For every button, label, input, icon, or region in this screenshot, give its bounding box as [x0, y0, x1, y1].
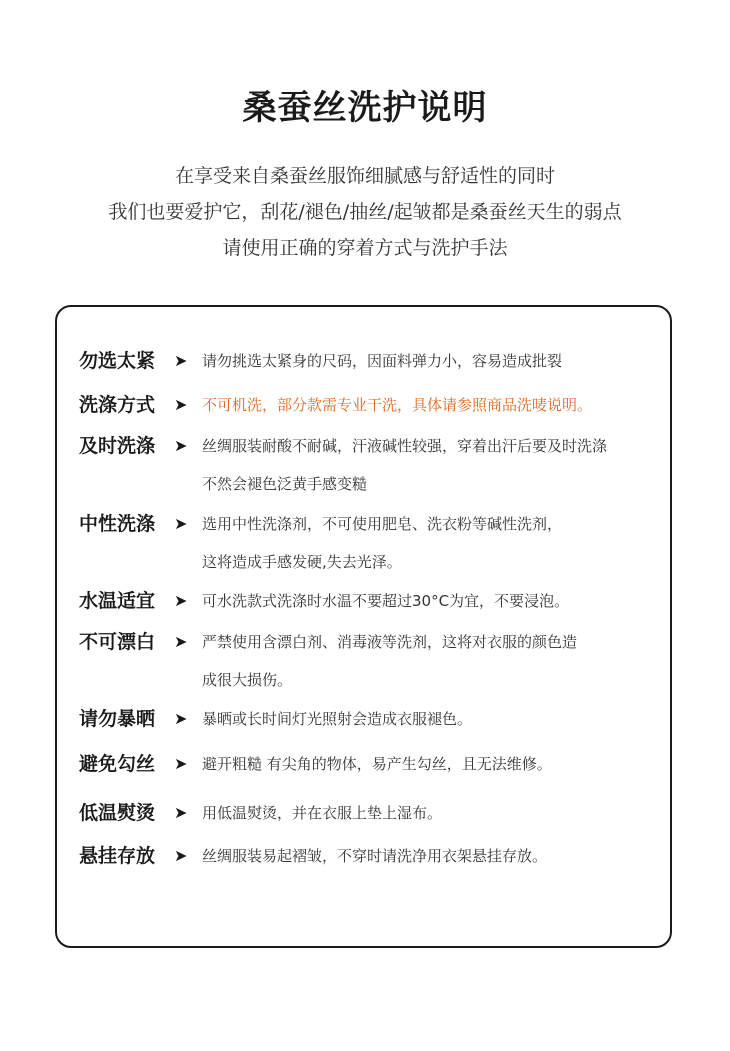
description-line: 暴晒或长时间灯光照射会造成衣服褪色。: [202, 710, 473, 728]
description-line: 请勿挑选太紧身的尺码，因面料弹力小，容易造成批裂: [202, 352, 563, 370]
care-item-label: 请勿暴晒: [79, 708, 156, 730]
arrow-right-icon: ➤: [174, 846, 188, 865]
care-instructions-card: [55, 305, 672, 948]
arrow-right-icon: ➤: [174, 803, 188, 822]
arrow-right-icon: ➤: [174, 591, 188, 610]
description-line: 选用中性洗涤剂，不可使用肥皂、洗衣粉等碱性洗剂，: [202, 515, 563, 533]
arrow-right-icon: ➤: [174, 514, 188, 533]
care-item-label: 避免勾丝: [79, 753, 156, 775]
care-item-label: 及时洗涤: [79, 435, 156, 457]
intro-line: 我们也要爱护它，刮花/褪色/抽丝/起皱都是桑蚕丝天生的弱点: [108, 201, 622, 223]
arrow-right-icon: ➤: [174, 754, 188, 773]
description-line: 不可机洗，部分款需专业干洗，具体请参照商品洗唛说明。: [202, 396, 593, 414]
care-item-description: [202, 388, 652, 426]
care-item-label: 水温适宜: [79, 590, 156, 612]
page-title: 桑蚕丝洗护说明: [242, 88, 488, 128]
arrow-right-icon: ➤: [174, 351, 188, 370]
description-line: 丝绸服装易起褶皱，不穿时请洗净用衣架悬挂存放。: [202, 847, 548, 865]
care-item-description: [202, 839, 652, 877]
description-line: 可水洗款式洗涤时水温不要超过30°C为宜，不要浸泡。: [202, 592, 570, 610]
care-item-description: [202, 702, 652, 740]
description-line: 用低温熨烫，并在衣服上垫上湿布。: [202, 804, 443, 822]
intro-line: 在享受来自桑蚕丝服饰细腻感与舒适性的同时: [174, 165, 555, 187]
care-item-description: [202, 429, 652, 505]
description-line: 严禁使用含漂白剂、消毒液等洗剂，这将对衣服的颜色造: [202, 633, 578, 651]
care-item-label: 悬挂存放: [79, 845, 156, 867]
description-line: 避开粗糙 有尖角的物体，易产生勾丝，且无法维修。: [202, 755, 552, 773]
description-line: 不然会褪色泛黄手感变糙: [202, 475, 368, 493]
arrow-right-icon: ➤: [174, 436, 188, 455]
care-item-label: 中性洗涤: [79, 513, 156, 535]
care-item-description: [202, 747, 652, 785]
care-item-label: 勿选太紧: [79, 350, 156, 372]
arrow-right-icon: ➤: [174, 395, 188, 414]
care-item-description: [202, 344, 652, 382]
description-line: 成很大损伤。: [202, 671, 293, 689]
arrow-right-icon: ➤: [174, 632, 188, 651]
intro-line: 请使用正确的穿着方式与洗护手法: [222, 237, 508, 259]
description-line: 丝绸服装耐酸不耐碱，汗液碱性较强，穿着出汗后要及时洗涤: [202, 437, 608, 455]
care-item-label: 低温熨烫: [79, 802, 156, 824]
care-item-label: 不可漂白: [79, 631, 156, 653]
care-item-description: [202, 507, 652, 583]
care-item-description: [202, 796, 652, 834]
arrow-right-icon: ➤: [174, 709, 188, 728]
description-line: 这将造成手感发硬,失去光泽。: [202, 553, 402, 571]
care-item-label: 洗涤方式: [79, 394, 156, 416]
intro-text: [0, 158, 730, 266]
care-item-description: [202, 625, 652, 701]
care-item-description: [202, 584, 652, 622]
